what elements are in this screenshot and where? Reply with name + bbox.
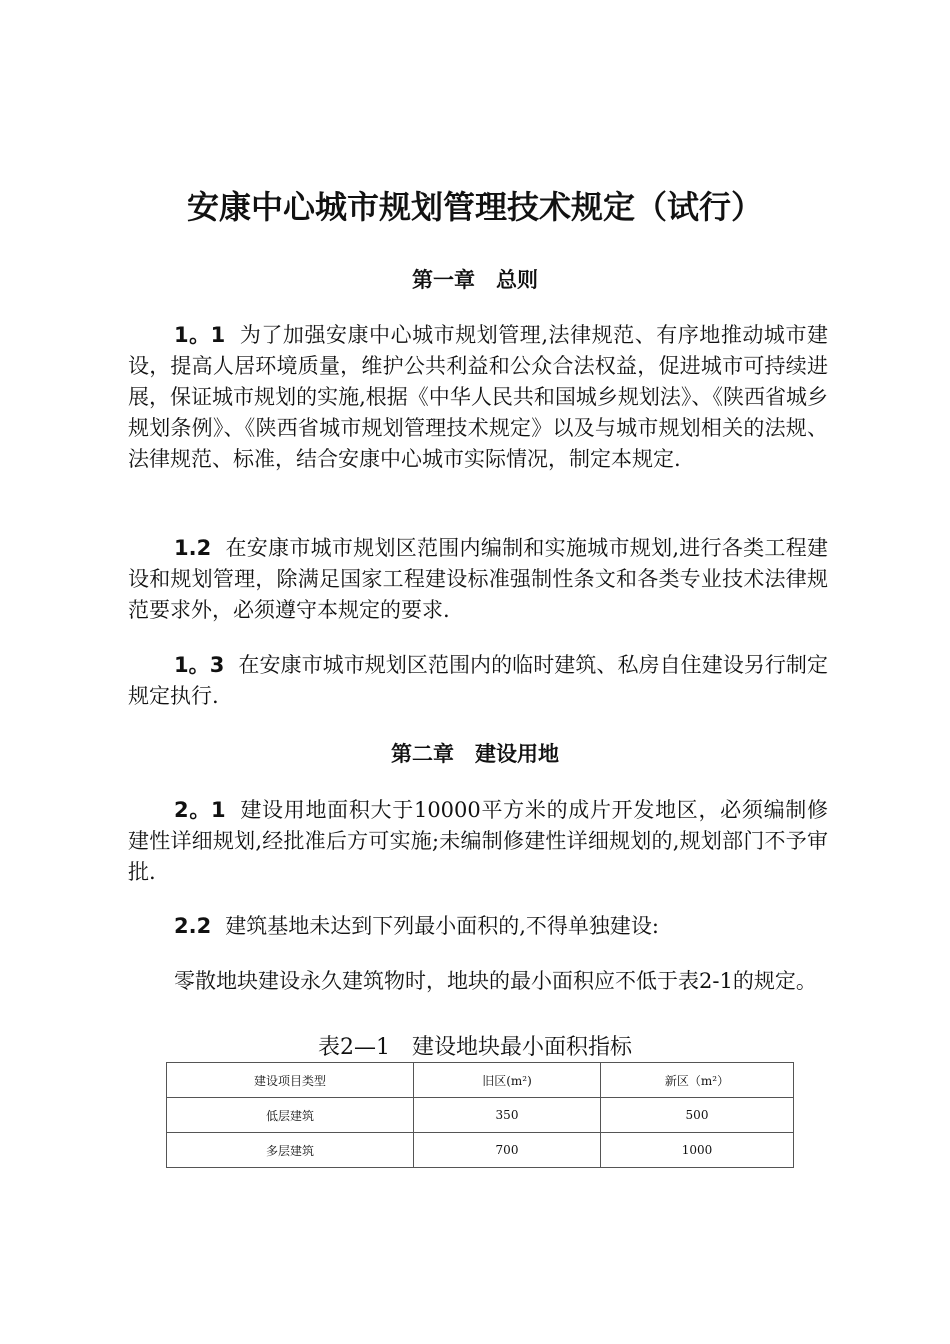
clause-1-2 [128,533,828,626]
clause-2-2 [128,911,828,942]
table-cell: 1000 [601,1133,794,1168]
clause-text: 在安康市城市规划区范围内的临时建筑、私房自住建设另行制定规定执行. [128,653,828,708]
clause-1-1 [128,320,828,475]
clause-text: 建筑基地未达到下列最小面积的,不得单独建设: [225,914,659,938]
table-header-row [167,1063,794,1098]
table-cell: 700 [414,1133,601,1168]
clause-number: 2.2 [174,914,212,938]
table-row [167,1098,794,1133]
supplement-paragraph: 零散地块建设永久建筑物时，地块的最小面积应不低于表2-1的规定。 [174,969,817,993]
document-title: 安康中心城市规划管理技术规定（试行） [186,188,763,226]
clause-1-3 [128,650,828,712]
clause-number: 1.2 [174,536,212,560]
clause-text: 建设用地面积大于10000平方米的成片开发地区，必须编制修建性详细规划,经批准后方可实施;未编制修建性详细规划的,规划部门不予审批. [128,798,828,884]
table-cell: 500 [601,1098,794,1133]
table-cell: 350 [414,1098,601,1133]
table-caption: 表2—1 建设地块最小面积指标 [318,1035,632,1060]
clause-number: 1。1 [174,323,226,347]
clause-text: 在安康市城市规划区范围内编制和实施城市规划,进行各类工程建设和规划管理，除满足国家工程建设标准强制性条文和各类专业技术法律规范要求外，必须遵守本规定的要求. [128,536,828,622]
table-row [167,1133,794,1168]
table-header-cell: 旧区(m²) [414,1063,601,1098]
clause-2-1 [128,795,828,888]
chapter-heading-2: 第二章 建设用地 [391,742,559,766]
table-cell: 低层建筑 [167,1098,414,1133]
table-header-cell: 建设项目类型 [167,1063,414,1098]
min-area-table [166,1062,794,1168]
chapter-heading-1: 第一章 总则 [412,268,538,292]
table-cell: 多层建筑 [167,1133,414,1168]
table-header-cell: 新区（m²） [601,1063,794,1098]
clause-text: 为了加强安康中心城市规划管理,法律规范、有序地推动城市建设，提高人居环境质量，维护公共利益和公众合法权益，促进城市可持续进展，保证城市规划的实施,根据《中华人民共和国城乡规划法》、《陕西省城乡规划条例》、《陕西省城市规划管理技术规定》以及与城市规划相关的法规、法律规范、标准，结合安康中心城市实际情况，制定本规定. [128,323,828,471]
clause-number: 1。3 [174,653,225,677]
clause-number: 2。1 [174,798,226,822]
